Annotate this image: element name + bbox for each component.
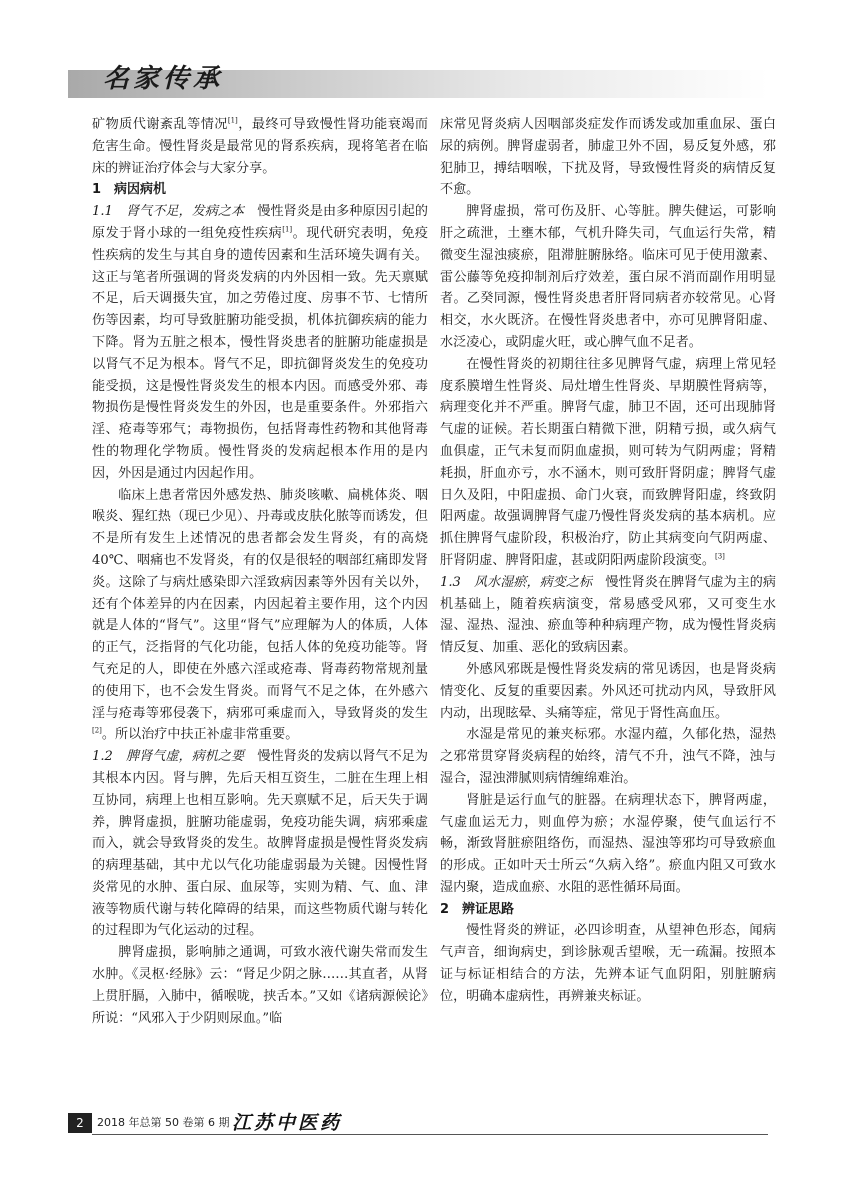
subsection: 1.1 肾气不足，发病之本 慢性肾炎是由多种原因引起的原发于肾小球的一组免疫性疾病[1]。现代研究表明，免疫性疾病的发生与其自身的遗传因素和生活环境失调有关。这正与笔者所强调的肾炎发病的内外因相一致。先天禀赋不足，后天调摄失宜，加之劳倦过度、房事不节、七情所伤等因素，均可导致脏腑功能受损，机体抗御疾病的能力下降。肾为五脏之根本，慢性肾炎患者的脏腑功能虚损是以肾气不足为根本。肾气不足，即抗御肾炎发生的免疫功能受损，这是慢性肾炎发生的根本内因。而感受外邪、毒物损伤是慢性肾炎发生的外因，也是重要条件。外邪指六淫、疮毒等邪气；毒物损伤，包括肾毒性药物和其他肾毒性的物理化学物质。慢性肾炎的发病起根本作用的是内因，外因是通过内因起作用。 xyxy=(92,204,429,481)
paragraph: 临床上患者常因外感发热、肺炎咳嗽、扁桃体炎、咽喉炎、猩红热（现已少见）、丹毒或皮肤化脓等而诱发，但不是所有发生上述情况的患者都会发生肾炎，有的高烧40℃、咽痛也不发肾炎，有的仅是很轻的咽部红痛即发肾炎。这除了与病灶感染即六淫致病因素等外因有关以外，还有个体差异的内在因素，内因起着主要作用，这个内因就是人体的“肾气”。这里“肾气”应理解为人的体质，人体的正气，泛指肾的气化功能，包括人体的免疫功能等。肾气充足的人，即使在外感六淫或疮毒、肾毒药物常规剂量的使用下，也不会发生肾炎。而肾气不足之体，在外感六淫与疮毒等邪侵袭下，病邪可乘虚而入，导致肾炎的发生[2]。所以治疗中扶正补虚非常重要。 xyxy=(92,487,428,743)
paragraph: 外感风邪既是慢性肾炎发病的常见诱因，也是肾炎病情变化、反复的重要因素。外风还可扰动内风，导致肝风内动，出现眩晕、头痛等症，常见于肾性高血压。 xyxy=(440,661,776,721)
left-column xyxy=(92,114,428,1029)
paragraph: 床常见肾炎病人因咽部炎症发作而诱发或加重血尿、蛋白尿的病例。脾肾虚弱者，肺虚卫外不固，易反复外感，邪犯肺卫，搏结咽喉，下扰及肾，导致慢性肾炎的病情反复不愈。 xyxy=(440,117,776,198)
page-number: 2 xyxy=(68,1113,92,1133)
issue-info: 2018 年总第 50 卷第 6 期 xyxy=(97,1116,230,1129)
paragraph: 脾肾虚损，影响肺之通调，可致水液代谢失常而发生水肿。《灵枢·经脉》云：“肾足少阴之脉……其直者，从肾上贯肝膈，入肺中，循喉咙，挟舌本。”又如《诸病源候论》所说：“风邪入于少阴则尿血。”临 xyxy=(92,945,428,1026)
section-heading: 1 病因病机 xyxy=(92,182,167,198)
paragraph: 脾肾虚损，常可伤及肝、心等脏。脾失健运，可影响肝之疏泄，土壅木郁，气机升降失司，气血运行失常，精微变生湿浊痰瘀，阻滞脏腑脉络。临床可见于使用激素、雷公藤等免疫抑制剂后疗效差，蛋白尿不消而副作用明显者。乙癸同源，慢性肾炎患者肝肾同病者亦较常见。心肾相交，水火既济。在慢性肾炎患者中，亦可见脾肾阳虚、水泛凌心，或阴虚火旺，或心脾气血不足者。 xyxy=(440,204,776,350)
paragraph: 在慢性肾炎的初期往往多见脾肾气虚，病理上常见轻度系膜增生性肾炎、局灶增生性肾炎、早期膜性肾病等，病理变化并不严重。脾肾气虚，肺卫不固，还可出现肺肾气虚的证候。若长期蛋白精微下泄，阴精亏损，或久病气血俱虚，正气未复而阴血虚损，则可转为气阴两虚；肾精耗损，肝血亦亏，水不涵木，则可致肝肾阴虚；脾肾气虚日久及阳，中阳虚损、命门火衰，而致脾肾阳虚，终致阴阳两虚。故强调脾肾气虚乃慢性肾炎发病的基本病机。应抓住脾肾气虚阶段，积极治疗，防止其病变向气阴两虚、肝肾阴虚、脾肾阳虚，甚或阴阳两虚阶段演变。[3] xyxy=(440,356,776,568)
journal-logo: 江苏中医药 xyxy=(232,1112,343,1134)
right-column xyxy=(440,114,776,1008)
footer-rule xyxy=(92,1134,768,1135)
paragraph: 水湿是常见的兼夹标邪。水湿内蕴，久郁化热，湿热之邪常贯穿肾炎病程的始终，清气不升，浊气不降，浊与湿合，湿浊滞腻则病情缠绵难治。 xyxy=(440,727,776,786)
section-title: 名家传承 xyxy=(103,64,224,94)
paragraph: 矿物质代谢紊乱等情况[1]，最终可导致慢性肾功能衰竭而危害生命。慢性肾炎是最常见的肾系疾病，现将笔者在临床的辨证治疗体会与大家分享。 xyxy=(92,116,429,176)
subsection: 1.3 风水湿瘀，病变之标 慢性肾炎在脾肾气虚为主的病机基础上，随着疾病演变，常易感受风邪，又可变生水湿、湿热、湿浊、瘀血等种种病理产物，成为慢性肾炎病情反复、加重、恶化的致病因素。 xyxy=(440,574,776,656)
paragraph: 肾脏是运行血气的脏器。在病理状态下，脾肾两虚，气虚血运无力，则血停为瘀；水湿停聚，使气血运行不畅，渐致肾脏瘀阻络伤，而湿热、湿浊等邪均可导致瘀血的形成。正如叶天士所云“久病入络”。瘀血内阻又可致水湿内聚，造成血瘀、水阻的恶性循环局面。 xyxy=(440,792,776,895)
paragraph: 慢性肾炎的辨证，必四诊明查，从望神色形态，闻病气声音，细询病史，到诊脉观舌望喉，无一疏漏。按照本证与标证相结合的方法，先辨本证气血阴阳，别脏腑病位，明确本虚病性，再辨兼夹标证。 xyxy=(440,923,776,1004)
section-heading: 2 辨证思路 xyxy=(440,901,515,917)
subsection: 1.2 脾肾气虚，病机之要 慢性肾炎的发病以肾气不足为其根本内因。肾与脾，先后天相互资生，二脏在生理上相互协同，病理上也相互影响。先天禀赋不足，后天失于调养，脾肾虚损，脏腑功能虚弱，免疫功能失调，病邪乘虚而入，就会导致肾炎的发生。故脾肾虚损是慢性肾炎发病的病理基础，其中尤以气化功能虚弱最为关键。因慢性肾炎常见的水肿、蛋白尿、血尿等，实则为精、气、血、津液等物质代谢与转化障碍的结果，而这些物质代谢与转化的过程即为气化运动的过程。 xyxy=(92,749,428,939)
